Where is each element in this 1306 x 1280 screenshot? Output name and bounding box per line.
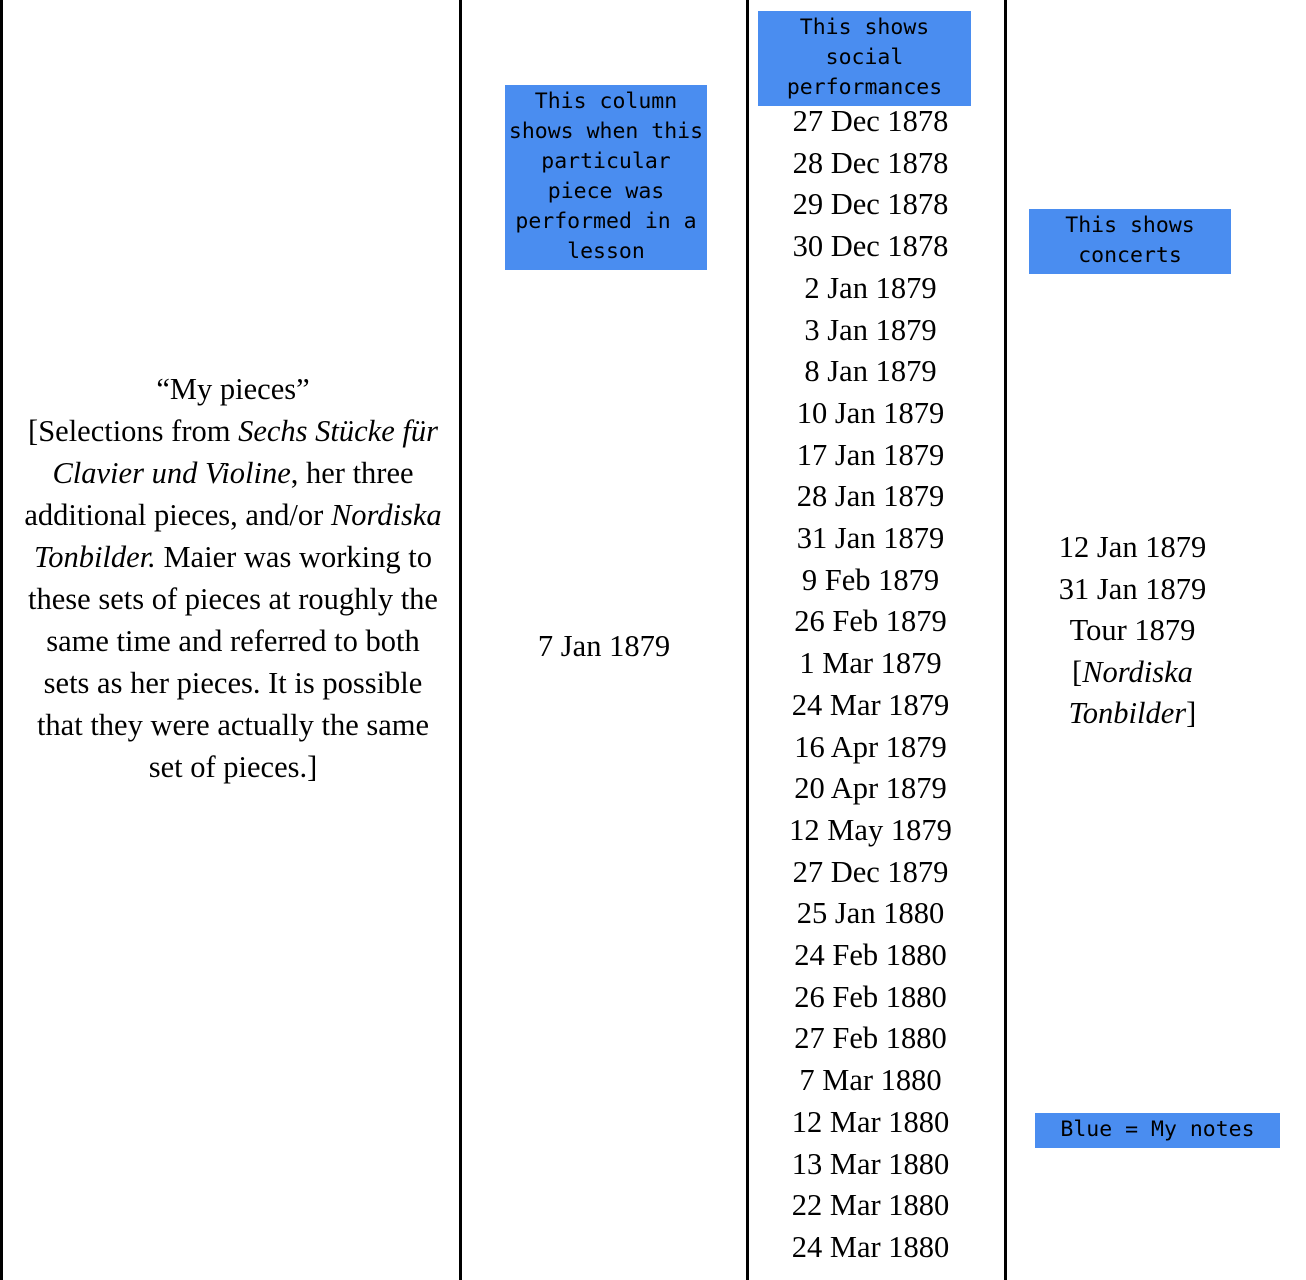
list-item: 25 Jan 1880 xyxy=(796,896,945,931)
list-item-tour-detail xyxy=(1007,652,1258,735)
list-item: 27 Dec 1878 xyxy=(792,104,949,138)
note-lesson-column: This column shows when this particular piece was performed in a lesson xyxy=(505,85,707,270)
list-item: 7 Mar 1880 xyxy=(799,1063,942,1098)
note-concerts: This shows concerts xyxy=(1029,209,1231,274)
piece-description-text xyxy=(21,368,445,788)
note-social-performances: This shows social performances xyxy=(758,11,971,106)
list-item: Tour 1879 xyxy=(1069,613,1196,647)
column-lesson xyxy=(462,0,749,1280)
list-item: 20 Apr 1879 xyxy=(794,771,947,806)
piece-title: “My pieces” xyxy=(156,372,310,406)
list-item: 12 Mar 1880 xyxy=(791,1104,950,1139)
list-item: 26 Feb 1879 xyxy=(794,604,947,639)
piece-italic-title-1: Sechs Stücke für Clavier und Violine xyxy=(52,414,438,490)
piece-bracket-open: [Selections from xyxy=(28,414,239,448)
list-item: 27 Dec 1879 xyxy=(792,854,949,889)
list-item: 3 Jan 1879 xyxy=(804,312,937,347)
social-performance-date-list xyxy=(749,101,992,1269)
list-item: 28 Dec 1878 xyxy=(792,145,949,180)
column-concerts xyxy=(1007,0,1303,1280)
tour-bracket-open: [ xyxy=(1072,654,1083,689)
legend-blue-my-notes: Blue = My notes xyxy=(1035,1113,1280,1148)
list-item: 10 Jan 1879 xyxy=(796,395,945,430)
list-item: 29 Dec 1878 xyxy=(792,187,949,222)
column-social-performances xyxy=(749,0,1007,1280)
list-item: 12 Jan 1879 xyxy=(1058,530,1207,564)
list-item: 8 Jan 1879 xyxy=(804,354,937,389)
list-item: 28 Jan 1879 xyxy=(796,479,945,514)
concert-date-list xyxy=(1007,527,1258,735)
column-piece-description xyxy=(0,0,462,1280)
list-item: 26 Feb 1880 xyxy=(794,979,947,1014)
list-item: 27 Feb 1880 xyxy=(794,1021,947,1056)
list-item: 1 Mar 1879 xyxy=(799,646,942,681)
tour-bracket-close: ] xyxy=(1186,696,1197,730)
list-item: 9 Feb 1879 xyxy=(801,562,940,597)
list-item: 16 Apr 1879 xyxy=(794,729,947,764)
list-item: 13 Mar 1880 xyxy=(791,1146,950,1181)
list-item: 24 Mar 1880 xyxy=(791,1229,950,1264)
list-item: 31 Jan 1879 xyxy=(1058,571,1207,606)
list-item: 24 Mar 1879 xyxy=(791,687,950,722)
lesson-date-list xyxy=(462,626,746,666)
tour-italic-title: Nordiska Tonbilder xyxy=(1068,654,1193,730)
list-item: 12 May 1879 xyxy=(789,812,952,847)
list-item: 17 Jan 1879 xyxy=(796,437,945,472)
list-item: 24 Feb 1880 xyxy=(794,938,947,973)
list-item: 30 Dec 1878 xyxy=(792,229,949,264)
piece-italic-title-2: Nordiska Tonbilder. xyxy=(34,498,442,574)
list-item: 7 Jan 1879 xyxy=(537,629,671,663)
list-item: 31 Jan 1879 xyxy=(796,521,945,556)
list-item: 2 Jan 1879 xyxy=(804,270,937,305)
piece-mid-1: , her three additional pieces, and/or xyxy=(24,456,414,532)
list-item: 22 Mar 1880 xyxy=(791,1188,950,1223)
piece-mid-2: Maier was working to these sets of pieces at roughly the same time and referred to both sets as her pieces. It is possible that they were actually the same set of pieces.] xyxy=(28,540,438,784)
